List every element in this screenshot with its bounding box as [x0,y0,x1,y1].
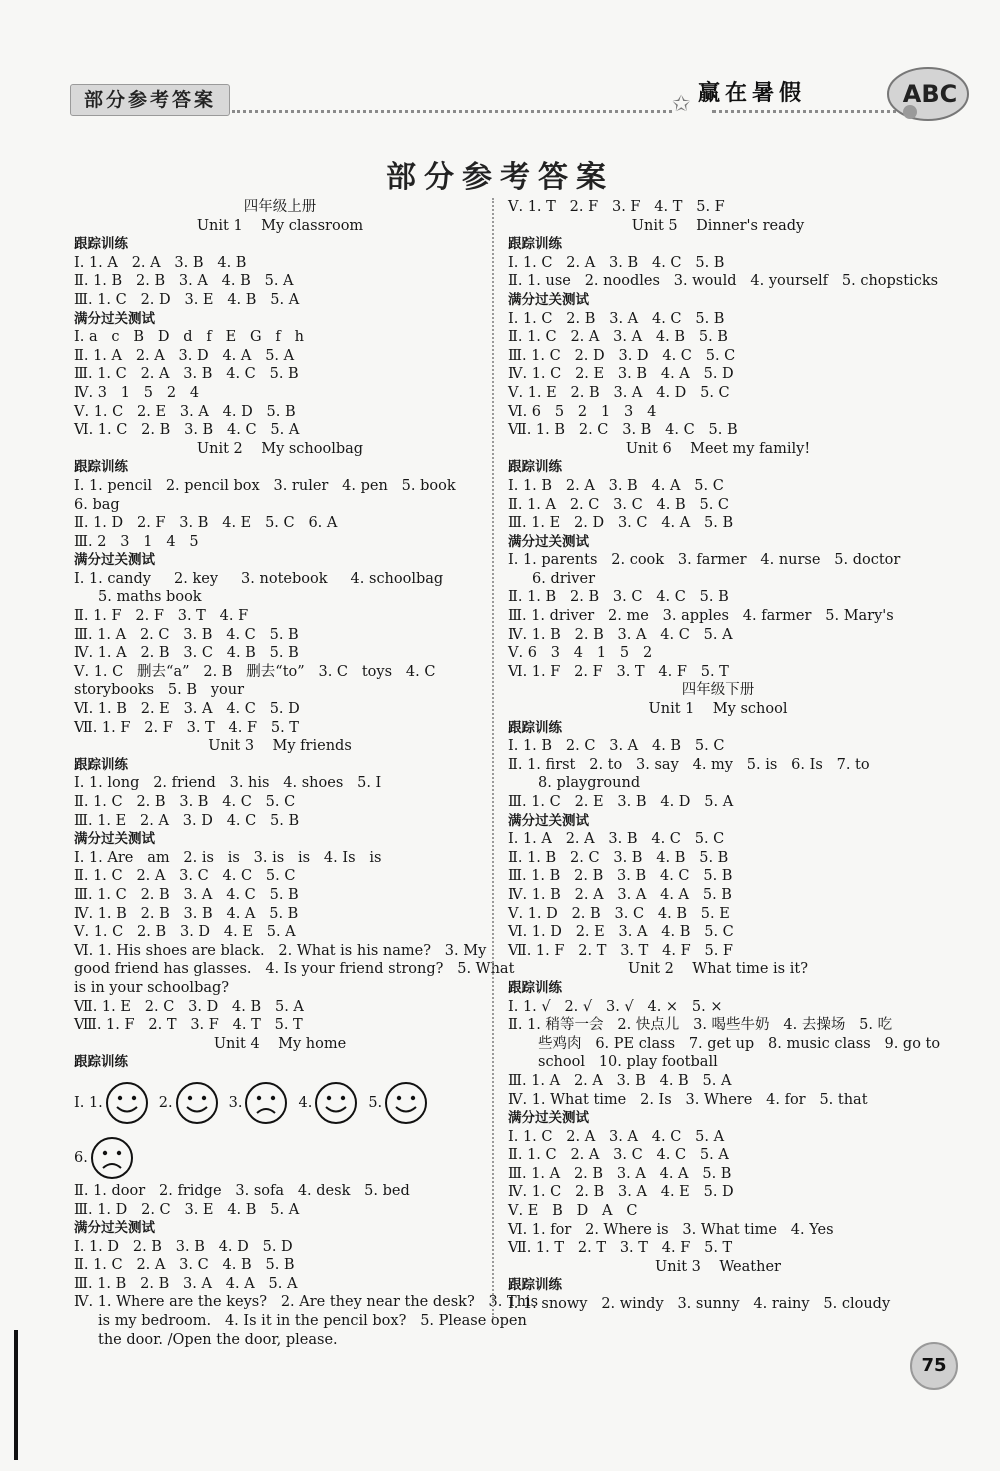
section-heading: 满分过关测试 [74,552,155,569]
answer-line: Ⅶ. 1. T 2. T 3. T 4. F 5. T [508,1240,733,1257]
answer-line: Ⅳ. 1. What time 2. Is 3. Where 4. for 5. that [508,1091,868,1108]
sad-face-icon [90,1136,134,1180]
answer-line: Ⅵ. 1. D 2. E 3. A 4. B 5. C [508,924,734,941]
answer-line: the door. /Open the door, please. [98,1331,338,1348]
answer-line: 些鸡肉 6. PE class 7. get up 8. music class 9. go to [538,1035,941,1052]
answer-line: 5. maths book [98,589,202,606]
unit-heading: 四年级下册 [681,682,755,699]
section-heading: 跟踪训练 [508,719,562,736]
unit-heading: Unit 3 My friends [208,738,352,755]
answer-column-left [74,198,539,1349]
unit-heading: Unit 5 Dinner's ready [631,217,805,234]
answer-line: 6. bag [74,496,120,513]
answer-line: Ⅲ. 1. driver 2. me 3. apples 4. farmer 5. Mary's [508,608,894,625]
answer-line: Ⅰ. 1. pencil 2. pencil box 3. ruler 4. pen 5. book [74,477,456,494]
answer-line: Ⅱ. 1. first 2. to 3. say 4. my 5. is 6. Is 7. to [508,756,870,773]
answer-line: Ⅱ. 1. C 2. A 3. C 4. C 5. A [508,1147,729,1164]
answer-line: Ⅱ. 1. door 2. fridge 3. sofa 4. desk 5. bed [74,1182,410,1199]
page-edge-mark [14,1330,18,1460]
answer-line: Ⅱ. 1. C 2. A 3. C 4. C 5. C [74,868,296,885]
answer-line: Ⅱ. 1. C 2. A 3. A 4. B 5. B [508,329,728,346]
answer-line: Ⅰ. 1. Are am 2. is is 3. is is 4. Is is [74,849,382,866]
answer-line: Ⅰ. 1. B 2. C 3. A 4. B 5. C [508,738,725,755]
face-answer-row [74,1072,486,1134]
answer-line: Ⅲ. 1. B 2. B 3. B 4. C 5. B [508,868,733,885]
answer-line: Ⅵ. 1. B 2. E 3. A 4. C 5. D [74,701,300,718]
answer-column-right [508,198,941,1314]
answer-line: Ⅱ. 1. use 2. noodles 3. would 4. yourself 5. chopsticks [508,273,939,290]
answer-line: Ⅱ. 1. B 2. C 3. B 4. B 5. B [508,849,729,866]
answer-line: Ⅰ. 1. B 2. A 3. B 4. A 5. C [508,477,724,494]
answer-line: Ⅲ. 1. D 2. C 3. E 4. B 5. A [74,1201,300,1218]
unit-heading: Unit 2 My schoolbag [196,440,364,457]
answer-line: Ⅲ. 1. C 2. A 3. B 4. C 5. B [74,366,299,383]
section-heading: 满分过关测试 [508,533,589,550]
question-number: 2. [158,1094,173,1111]
answer-line: Ⅲ. 2 3 1 4 5 [74,533,199,550]
answer-line: Ⅰ. 1. C 2. A 3. B 4. C 5. B [508,254,725,271]
answer-line: Ⅰ. 1. parents 2. cook 3. farmer 4. nurse 5. doctor [508,552,901,569]
answer-line: 8. playground [538,775,641,792]
answer-line: Ⅲ. 1. A 2. C 3. B 4. C 5. B [74,626,299,643]
section-heading: 跟踪训练 [74,459,128,476]
smiley-face-icon [175,1081,219,1125]
answer-line: Ⅲ. 1. A 2. B 3. A 4. A 5. B [508,1165,732,1182]
question-number: Ⅰ. 1. [74,1094,103,1111]
answer-line: Ⅰ. 1. long 2. friend 3. his 4. shoes 5. I [74,775,382,792]
answer-line: Ⅰ. 1. C 2. A 3. A 4. C 5. A [508,1128,725,1145]
unit-heading: 四年级上册 [243,199,317,215]
answer-line: storybooks 5. B your [74,682,245,699]
answer-line: Ⅲ. 1. C 2. E 3. B 4. D 5. A [508,794,734,810]
answer-line: Ⅴ. 1. C 2. E 3. A 4. D 5. B [74,403,296,420]
answer-line: school 10. play football [538,1054,718,1071]
answer-line: Ⅶ. 1. E 2. C 3. D 4. B 5. A [74,998,304,1015]
section-heading: 跟踪训练 [508,979,562,996]
section-heading: 跟踪训练 [74,236,128,253]
section-heading: 满分过关测试 [508,1110,589,1127]
answer-line: Ⅳ. 3 1 5 2 4 [74,384,200,401]
answer-line: Ⅲ. 1. C 2. D 3. D 4. C 5. C [508,347,736,364]
answer-line: Ⅰ. 1. A 2. A 3. B 4. B [74,254,247,271]
answer-line: 6. driver [532,570,595,587]
answer-line: Ⅵ. 6 5 2 1 3 4 [508,403,657,420]
answer-line: Ⅳ. 1. C 2. B 3. A 4. E 5. D [508,1184,734,1201]
answer-line: Ⅵ. 1. for 2. Where is 3. What time 4. Yes [508,1221,834,1238]
unit-heading: Unit 6 Meet my family! [625,440,811,457]
section-heading: 跟踪训练 [508,459,562,476]
logo-text: ABC [902,80,958,108]
question-number: 3. [228,1094,243,1111]
answer-line: Ⅴ. 1. C 2. B 3. D 4. E 5. A [74,924,296,941]
answer-line: Ⅱ. 1. B 2. B 3. A 4. B 5. A [74,273,294,290]
answer-line: Ⅱ. 1. A 2. A 3. D 4. A 5. A [74,347,295,364]
answer-line: Ⅶ. 1. F 2. F 3. T 4. F 5. T [74,719,299,736]
answer-line: Ⅱ. 1. C 2. A 3. C 4. B 5. B [74,1257,295,1274]
sad-face-icon [244,1081,288,1125]
page-number: 75 [910,1342,958,1390]
unit-heading: Unit 2 What time is it? [628,961,808,978]
answer-line: Ⅴ. E B D A C [508,1203,638,1220]
header-section-tab: 部分参考答案 [70,84,230,116]
answer-line: Ⅱ. 1. C 2. B 3. B 4. C 5. C [74,794,296,810]
answer-line: Ⅰ. a c B D d f E G f h [74,329,304,346]
answer-line: Ⅱ. 1. F 2. F 3. T 4. F [74,608,249,625]
answer-line: Ⅲ. 1. C 2. D 3. E 4. B 5. A [74,291,300,308]
answer-line: Ⅱ. 1. D 2. F 3. B 4. E 5. C 6. A [74,515,338,532]
question-number: 4. [298,1094,313,1111]
answer-line: Ⅲ. 1. A 2. A 3. B 4. B 5. A [508,1072,732,1089]
question-number: 6. [74,1149,88,1166]
face-answer-row [74,1134,486,1182]
section-heading: 满分过关测试 [508,291,589,308]
answer-line: Ⅵ. 1. F 2. F 3. T 4. F 5. T [508,663,729,680]
section-heading: 满分过关测试 [508,812,589,829]
answer-line: Ⅰ. 1. A 2. A 3. B 4. C 5. C [508,831,725,848]
unit-heading: Unit 1 My school [648,701,788,718]
section-heading: 满分过关测试 [74,1220,155,1237]
answer-line: Ⅳ. 1. C 2. E 3. B 4. A 5. D [508,366,734,383]
unit-heading: Unit 1 My classroom [196,217,364,234]
answer-line: Ⅳ. 1. A 2. B 3. C 4. B 5. B [74,645,299,662]
header-dotted-rule [232,110,672,113]
answer-line: Ⅵ. 1. His shoes are black. 2. What is his name? 3. My [74,942,487,959]
answer-line: Ⅱ. 1. A 2. C 3. C 4. B 5. C [508,496,730,513]
page-title: 部分参考答案 [386,160,614,195]
answer-line: Ⅶ. 1. F 2. T 3. T 4. F 5. F [508,942,733,959]
answer-line: is my bedroom. 4. Is it in the pencil box? 5. Please open [98,1313,527,1330]
section-heading: 跟踪训练 [508,236,562,253]
smiley-face-icon [105,1081,149,1125]
answer-line: Ⅰ. 1. D 2. B 3. B 4. D 5. D [74,1238,293,1255]
section-heading: 跟踪训练 [74,756,128,773]
column-divider [492,198,494,1318]
answer-line: Ⅷ. 1. F 2. T 3. F 4. T 5. T [74,1017,303,1034]
answer-line: Ⅴ. 1. D 2. B 3. C 4. B 5. E [508,905,730,922]
section-heading: 跟踪训练 [74,1054,128,1071]
answer-line: Ⅰ. 1. √ 2. √ 3. √ 4. × 5. × [508,998,723,1015]
smiley-face-icon [314,1081,358,1125]
answer-line: Ⅴ. 1. T 2. F 3. F 4. T 5. F [508,199,725,215]
answer-line: Ⅳ. 1. B 2. A 3. A 4. A 5. B [508,886,732,903]
smiley-face-icon [384,1081,428,1125]
answer-line: Ⅳ. 1. B 2. B 3. B 4. A 5. B [74,905,299,922]
star-icon: ✩ [672,92,691,117]
question-number: 5. [368,1094,383,1111]
answer-line: Ⅰ. 1. snowy 2. windy 3. sunny 4. rainy 5. cloudy [508,1296,891,1313]
section-heading: 满分过关测试 [74,310,155,327]
answer-line: Ⅳ. 1. B 2. B 3. A 4. C 5. A [508,626,733,643]
unit-heading: Unit 4 My home [213,1035,347,1052]
answer-line: Ⅵ. 1. C 2. B 3. B 4. C 5. A [74,422,300,439]
answer-line: Ⅲ. 1. C 2. B 3. A 4. C 5. B [74,886,299,903]
answer-line: Ⅳ. 1. Where are the keys? 2. Are they near the desk? 3. This [74,1294,539,1311]
unit-heading: Unit 3 Weather [655,1258,781,1275]
answer-line: Ⅲ. 1. E 2. D 3. C 4. A 5. B [508,515,734,532]
answer-line: Ⅶ. 1. B 2. C 3. B 4. C 5. B [508,422,738,439]
series-brand: 赢在暑假 [698,81,807,106]
answer-line: Ⅴ. 1. C 删去“a” 2. B 删去“to” 3. C toys 4. C [74,663,436,680]
section-heading: 满分过关测试 [74,831,155,848]
answer-line: Ⅲ. 1. B 2. B 3. A 4. A 5. A [74,1275,298,1292]
answer-line: Ⅱ. 1. B 2. B 3. C 4. C 5. B [508,589,729,606]
answer-line: Ⅰ. 1. candy 2. key 3. notebook 4. schoolbag [74,570,444,587]
abc-logo-icon [880,64,970,126]
answer-line: Ⅰ. 1. C 2. B 3. A 4. C 5. B [508,310,725,327]
answer-line: good friend has glasses. 4. Is your friend strong? 5. What [74,961,515,978]
section-heading: 跟踪训练 [508,1277,562,1294]
answer-line: is in your schoolbag? [74,979,230,996]
answer-line: Ⅲ. 1. E 2. A 3. D 4. C 5. B [74,812,300,829]
answer-line: Ⅴ. 1. E 2. B 3. A 4. D 5. C [508,384,730,401]
answer-line: Ⅴ. 6 3 4 1 5 2 [508,645,653,662]
answer-line: Ⅱ. 1. 稍等一会 2. 快点儿 3. 喝些牛奶 4. 去操场 5. 吃 [508,1017,893,1034]
